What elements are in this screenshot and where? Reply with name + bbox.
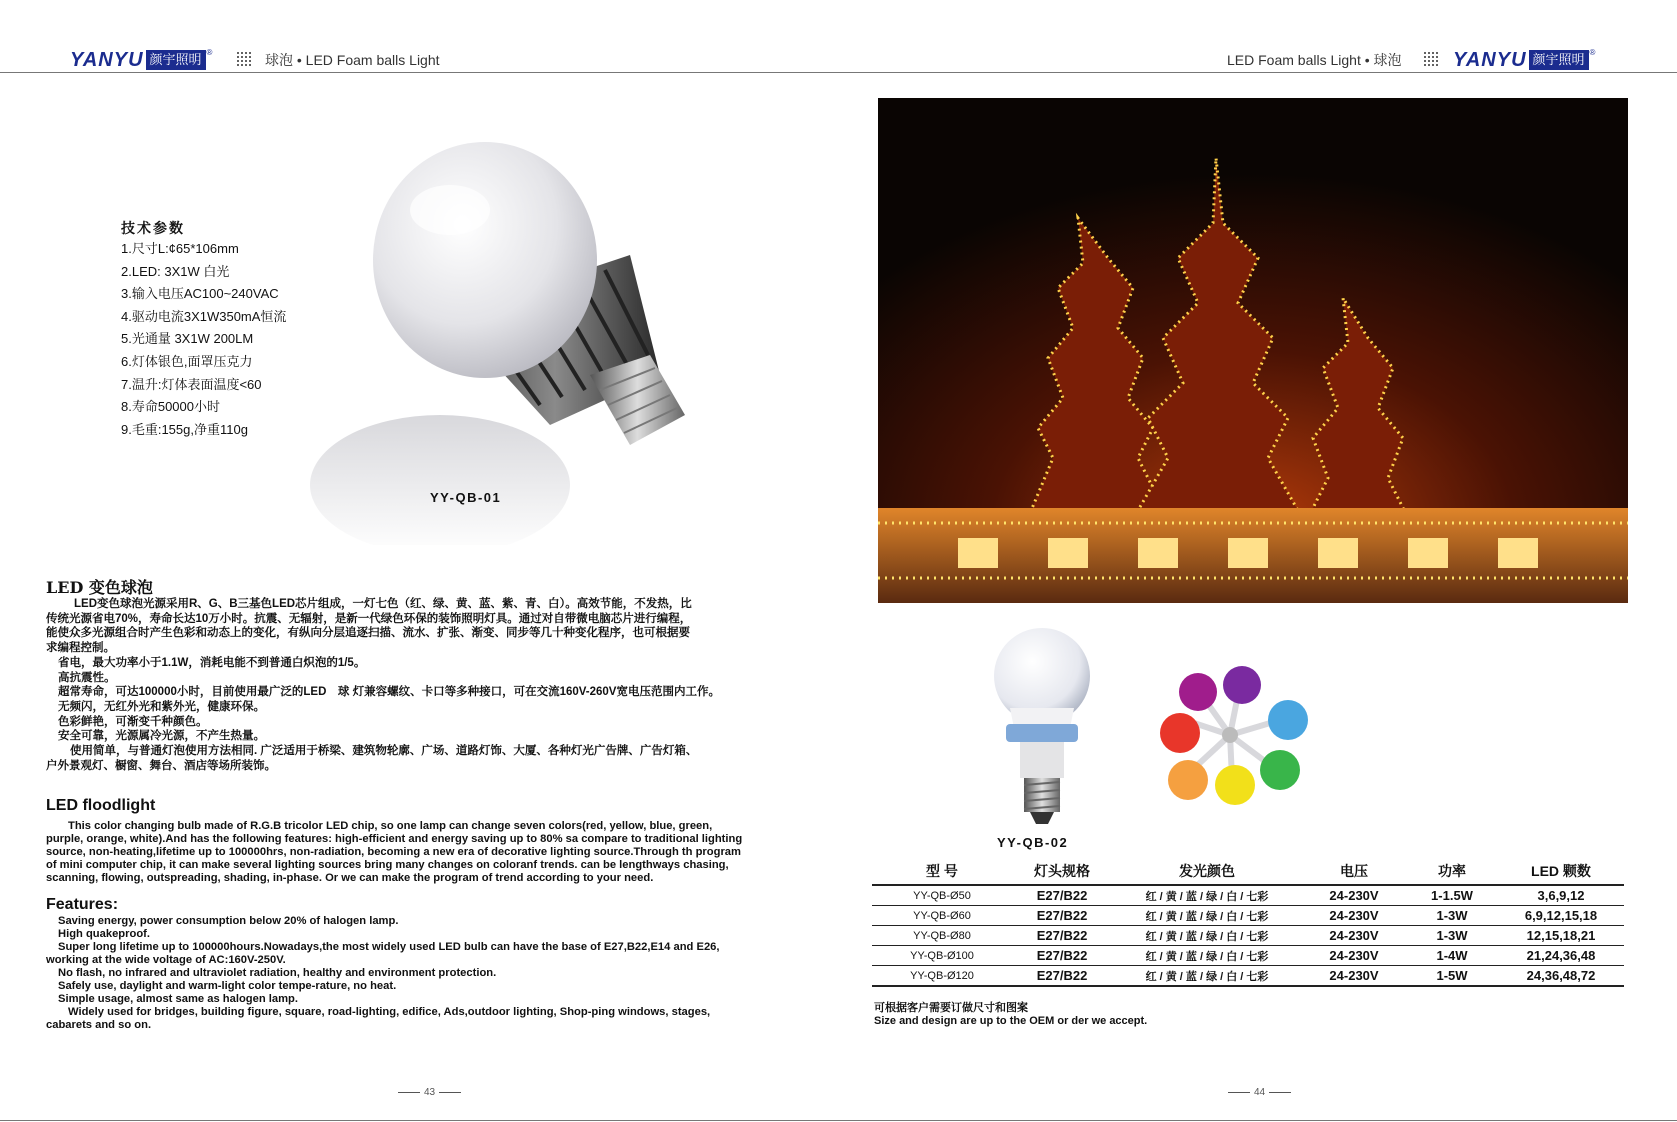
feature-line: No flash, no infrared and ultraviolet radiation, healthy and environment protection.	[58, 967, 497, 979]
feature-line: Super long lifetime up to 100000hours.Nowadays,the most widely used LED bulb can have the base of E27,B22,E14 and E26,	[58, 941, 720, 953]
cell-voltage: 24-230V	[1302, 926, 1406, 946]
spec-item: 4.驱动电流3X1W350mA恒流	[121, 308, 287, 324]
spec-table	[872, 858, 1624, 987]
en-section-title: LED floodlight	[46, 797, 156, 814]
table-header-row	[872, 858, 1624, 885]
registered-mark: ®	[1589, 48, 1596, 57]
cell-base: E27/B22	[1012, 906, 1112, 926]
en-line: of mini computer chip, it can make several lighting sources bring many changes on coloranf trends. can be lengthways chasing,	[46, 859, 729, 871]
cell-power: 1-3W	[1406, 926, 1498, 946]
feature-line: High quakeproof.	[58, 928, 150, 940]
cn-section-title: LED 变色球泡	[46, 578, 153, 597]
cn-line: 高抗震性。	[58, 671, 116, 684]
brand-logo-left	[70, 48, 212, 72]
cn-line: 色彩鲜艳，可渐变千种颜色。	[58, 715, 208, 728]
cell-base: E27/B22	[1012, 946, 1112, 966]
cn-line: 能使众多光源组合时产生色彩和动态上的变化，有纵向分层追逐扫描、流水、扩张、渐变、同步等几十种变化程序，也可根据要	[46, 627, 690, 640]
spec-item: 9.毛重:155g,净重110g	[121, 421, 248, 437]
bulb-yy-qb-01-image	[300, 115, 760, 545]
cell-led-count: 12,15,18,21	[1498, 926, 1624, 946]
cell-colors: 红 / 黄 / 蓝 / 绿 / 白 / 七彩	[1112, 966, 1302, 987]
cn-line: 求编程控制。	[46, 642, 115, 655]
cell-led-count: 6,9,12,15,18	[1498, 906, 1624, 926]
cell-voltage: 24-230V	[1302, 885, 1406, 906]
cell-colors: 红 / 黄 / 蓝 / 绿 / 白 / 七彩	[1112, 946, 1302, 966]
model-label-yy-qb-01: YY-QB-01	[430, 490, 502, 505]
cn-line: 安全可靠，光源属冷光源，不产生热量。	[58, 730, 265, 743]
en-line: source, non-heating,lifetime up to 100000hrs, non-radiation, becoming a new era of decorative lighting source.Through th program	[46, 846, 741, 858]
model-label-yy-qb-02: YY-QB-02	[997, 835, 1069, 850]
cn-section-body	[46, 597, 816, 773]
page-number-left: 43	[394, 1087, 465, 1098]
feature-line: Widely used for bridges, building figure, square, road-lighting, edifice, Ads,outdoor lighting, Shop-ping windows, stages,	[68, 1006, 711, 1018]
cn-line: 使用简单，与普通灯泡使用方法相同. 广泛适用于桥梁、建筑物轮廓、广场、道路灯饰、大厦、各种灯光广告牌、广告灯箱、	[70, 745, 698, 758]
pagoda-night-photo	[878, 98, 1628, 603]
col-header-voltage: 电压	[1302, 858, 1406, 885]
page-number-right: 44	[1224, 1087, 1295, 1098]
feature-line: working at the wide voltage of AC:160V-250V.	[46, 954, 286, 966]
col-header-power: 功率	[1406, 858, 1498, 885]
col-header-model: 型 号	[872, 858, 1012, 885]
table-row	[872, 885, 1624, 906]
cell-base: E27/B22	[1012, 926, 1112, 946]
cell-led-count: 24,36,48,72	[1498, 966, 1624, 987]
cell-led-count: 21,24,36,48	[1498, 946, 1624, 966]
brand-logo-right	[1453, 48, 1595, 72]
brand-name-en: YANYU	[70, 48, 144, 71]
spec-item: 8.寿命50000小时	[121, 399, 220, 415]
en-section-body	[46, 820, 826, 885]
cell-voltage: 24-230V	[1302, 946, 1406, 966]
feature-line: Simple usage, almost same as halogen lamp.	[58, 993, 298, 1005]
spec-item: 2.LED: 3X1W 白光	[121, 263, 230, 279]
cell-base: E27/B22	[1012, 885, 1112, 906]
brand-name-cn: 颜宇照明	[146, 50, 206, 70]
en-line: scanning, flowing, outspreading, shading, in-phase. Or we can make the program of trend according to your need.	[46, 872, 654, 884]
spec-item: 6.灯体银色,面罩压克力	[121, 353, 253, 369]
cn-line: 户外景观灯、橱窗、舞台、酒店等场所装饰。	[46, 759, 276, 772]
cn-line: LED变色球泡光源采用R、G、B三基色LED芯片组成，一灯七色（红、绿、黄、蓝、紫、青、白）。高效节能，不发热，比	[74, 598, 692, 610]
dot-grid-icon	[1423, 51, 1439, 67]
cn-line: 省电，最大功率小于1.1W，消耗电能不到普通白炽泡的1/5。	[58, 656, 366, 669]
cell-power: 1-5W	[1406, 966, 1498, 987]
brand-name-en: YANYU	[1453, 48, 1527, 71]
header-rule	[0, 72, 1677, 73]
cell-power: 1-4W	[1406, 946, 1498, 966]
bulb-yy-qb-02-image	[988, 628, 1098, 828]
table-row	[872, 906, 1624, 926]
cell-model: YY-QB-Ø80	[872, 926, 1012, 946]
cell-base: E27/B22	[1012, 966, 1112, 987]
cn-line: 传统光源省电70%，寿命长达10万小时。抗震、无辐射，是新一代绿色环保的装饰照明灯具。通过对自带微电脑芯片进行编程，	[46, 612, 692, 625]
colored-bulbs-image	[1150, 660, 1310, 810]
features-body	[46, 915, 826, 1032]
col-header-color: 发光颜色	[1112, 858, 1302, 885]
table-row	[872, 966, 1624, 987]
custom-note-cn: 可根据客户需要订做尺寸和图案	[874, 1002, 1028, 1014]
cell-model: YY-QB-Ø100	[872, 946, 1012, 966]
cn-line: 无频闪，无红外光和紫外光，健康环保。	[58, 700, 265, 713]
cell-voltage: 24-230V	[1302, 906, 1406, 926]
cell-model: YY-QB-Ø60	[872, 906, 1012, 926]
col-header-base: 灯头规格	[1012, 858, 1112, 885]
cell-model: YY-QB-Ø120	[872, 966, 1012, 987]
feature-line: Safely use, daylight and warm-light color tempe-rature, no heat.	[58, 980, 397, 992]
cell-colors: 红 / 黄 / 蓝 / 绿 / 白 / 七彩	[1112, 885, 1302, 906]
table-row	[872, 946, 1624, 966]
features-title: Features:	[46, 896, 119, 913]
en-line: purple, orange, white).And has the following features: high-efficient and energy saving up to 80% sa compare to traditional lighting	[46, 833, 743, 845]
cell-led-count: 3,6,9,12	[1498, 885, 1624, 906]
cell-voltage: 24-230V	[1302, 966, 1406, 987]
cell-colors: 红 / 黄 / 蓝 / 绿 / 白 / 七彩	[1112, 906, 1302, 926]
en-line: This color changing bulb made of R.G.B tricolor LED chip, so one lamp can change seven colors(red, yellow, blue, green,	[68, 820, 713, 832]
cell-colors: 红 / 黄 / 蓝 / 绿 / 白 / 七彩	[1112, 926, 1302, 946]
feature-line: Saving energy, power consumption below 20% of halogen lamp.	[58, 915, 399, 927]
footer-rule	[0, 1120, 1677, 1121]
specs-title: 技术参数	[121, 220, 185, 236]
table-row	[872, 926, 1624, 946]
dot-grid-icon	[236, 51, 252, 67]
specs-list	[121, 238, 286, 441]
header-title-left: 球泡 • LED Foam balls Light	[265, 52, 440, 68]
cell-power: 1-3W	[1406, 906, 1498, 926]
spec-item: 7.温升:灯体表面温度<60	[121, 376, 262, 392]
feature-line: cabarets and so on.	[46, 1019, 152, 1031]
spec-item: 5.光通量 3X1W 200LM	[121, 331, 254, 347]
cell-power: 1-1.5W	[1406, 885, 1498, 906]
registered-mark: ®	[206, 48, 213, 57]
cn-line: 超常寿命，可达100000小时，目前使用最广泛的LED 球 灯兼容螺纹、卡口等多种接口，可在交流160V-260V宽电压范围内工作。	[58, 686, 720, 699]
spec-item: 3.输入电压AC100~240VAC	[121, 286, 279, 302]
brand-name-cn: 颜宇照明	[1529, 50, 1589, 70]
cell-model: YY-QB-Ø50	[872, 885, 1012, 906]
header-title-right: LED Foam balls Light • 球泡	[1227, 52, 1402, 68]
custom-note	[874, 1002, 1147, 1028]
col-header-led-count: LED 颗数	[1498, 858, 1624, 885]
custom-note-en: Size and design are up to the OEM or der we accept.	[874, 1015, 1148, 1027]
spec-item: 1.尺寸L:¢65*106mm	[121, 241, 239, 256]
